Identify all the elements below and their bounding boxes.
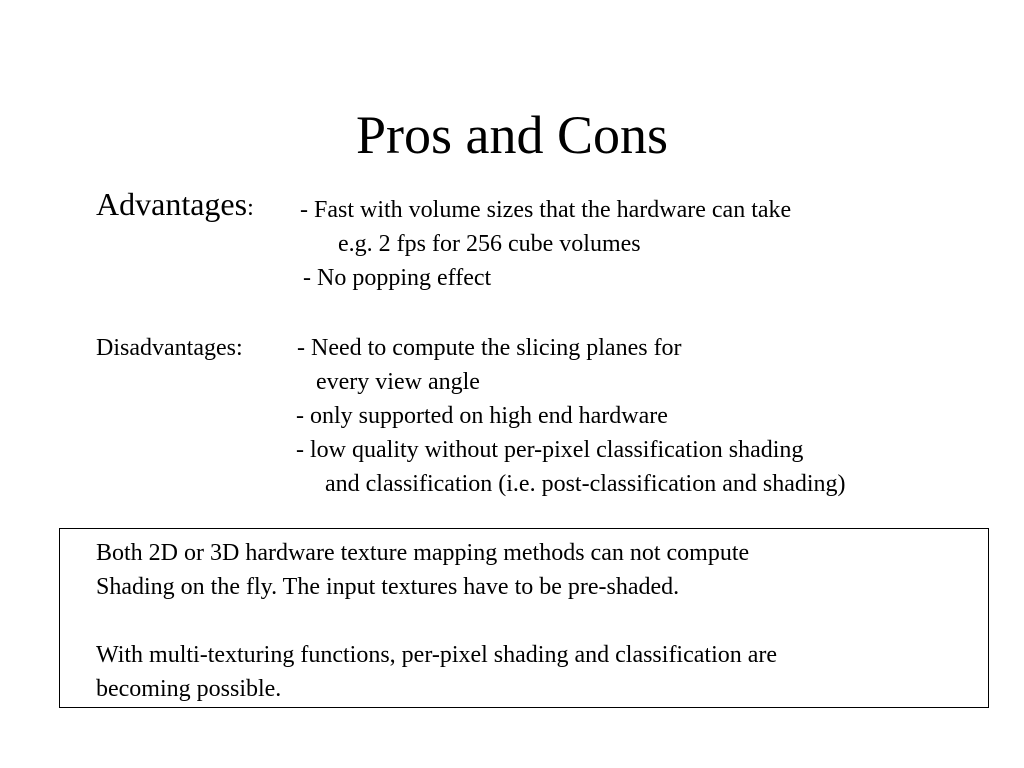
note-line: Shading on the fly. The input textures have to be pre-shaded.: [96, 574, 680, 600]
advantage-item: - No popping effect: [303, 265, 492, 291]
advantage-item: - Fast with volume sizes that the hardware can take: [300, 197, 792, 223]
advantages-heading: [96, 186, 254, 223]
advantages-label: Advantages: [96, 186, 248, 222]
disadvantage-item-detail: every view angle: [316, 369, 480, 395]
disadvantage-item: - Need to compute the slicing planes for: [297, 335, 682, 361]
disadvantage-item: - low quality without per-pixel classification shading: [296, 437, 804, 463]
note-line: becoming possible.: [96, 676, 282, 702]
note-box: [59, 528, 989, 708]
advantages-colon: :: [247, 195, 254, 221]
note-line: Both 2D or 3D hardware texture mapping methods can not compute: [96, 540, 750, 566]
disadvantages-label: Disadvantages:: [96, 335, 243, 361]
advantage-item-detail: e.g. 2 fps for 256 cube volumes: [338, 231, 641, 257]
disadvantage-item-detail: and classification (i.e. post-classification and shading): [325, 471, 846, 497]
note-line: With multi-texturing functions, per-pixel shading and classification are: [96, 642, 778, 668]
disadvantage-item: - only supported on high end hardware: [296, 403, 668, 429]
slide-title: Pros and Cons: [355, 105, 669, 165]
